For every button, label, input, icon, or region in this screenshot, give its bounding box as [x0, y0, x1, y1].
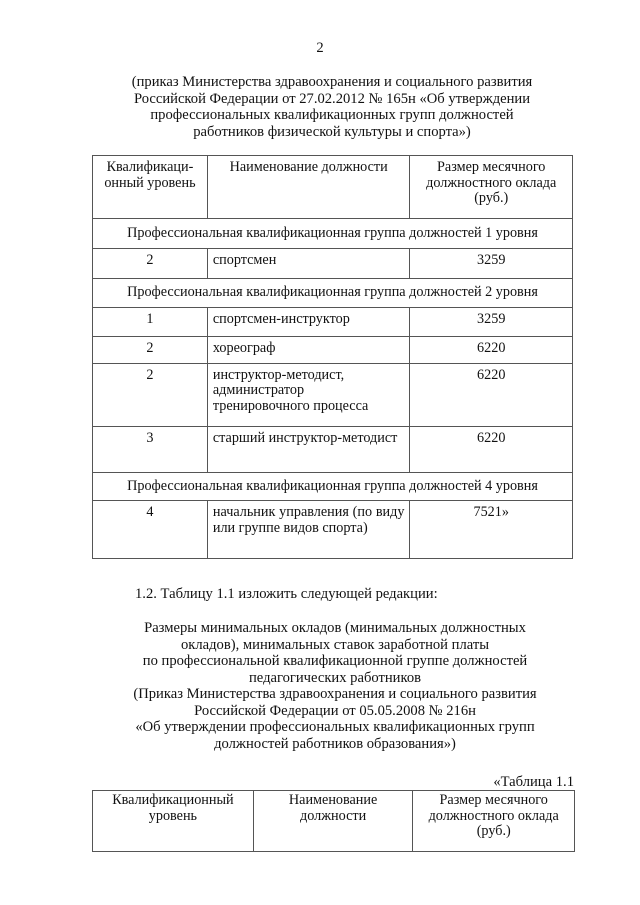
- cell-position: спортсмен-инструктор: [207, 307, 410, 336]
- table-row: [93, 307, 573, 336]
- table-row: [93, 249, 573, 279]
- header-position: Наименование должности: [207, 156, 410, 219]
- table-title: [90, 620, 580, 752]
- order-reference-line: Российской Федерации от 27.02.2012 № 165н «Об утверждении: [133, 90, 531, 107]
- header-level-line: онный уровень: [104, 174, 196, 191]
- header-salary-line: Размер месячного: [439, 792, 548, 808]
- cell-level: 3: [93, 426, 208, 472]
- cell-level: 4: [93, 501, 208, 559]
- group-row: [93, 472, 573, 501]
- header-salary-line: Размер месячного: [437, 159, 546, 175]
- group-title: Профессиональная квалификационная группа должностей 4 уровня: [93, 472, 573, 501]
- cell-position: старший инструктор-методист: [207, 426, 410, 472]
- header-level: [93, 156, 208, 219]
- table-title-line: по профессиональной квалификационной группе должностей: [142, 653, 528, 669]
- header-salary-line: должностного оклада: [428, 807, 559, 824]
- header-position: [253, 791, 413, 852]
- header-salary: [413, 791, 575, 852]
- cell-level: 1: [93, 307, 208, 336]
- cell-level: 2: [93, 363, 208, 426]
- cell-salary: 6220: [410, 426, 573, 472]
- header-salary: [410, 156, 573, 219]
- salary-table-education: [92, 790, 575, 852]
- header-level-line: уровень: [148, 807, 198, 824]
- header-salary-line: (руб.): [474, 190, 509, 206]
- header-position-line: Наименование: [288, 792, 378, 808]
- header-level: [93, 791, 254, 852]
- order-reference: [92, 74, 572, 140]
- table-title-line: педагогических работников: [248, 669, 422, 686]
- cell-salary: 3259: [410, 307, 573, 336]
- cell-salary: 6220: [410, 336, 573, 363]
- order-reference-line: (приказ Министерства здравоохранения и социального развития: [131, 74, 533, 90]
- table-title-line: должностей работников образования»): [214, 735, 456, 752]
- cell-level: 2: [93, 249, 208, 279]
- header-position-line: должности: [300, 807, 367, 824]
- table-title-line: «Об утверждении профессиональных квалификационных групп: [135, 719, 535, 735]
- salary-table-sports: [92, 155, 573, 559]
- cell-level: 2: [93, 336, 208, 363]
- table-title-line: окладов), минимальных ставок заработной платы: [180, 636, 490, 653]
- table-row: [93, 336, 573, 363]
- order-reference-line: работников физической культуры и спорта»): [193, 123, 471, 140]
- cell-position: хореограф: [207, 336, 410, 363]
- header-level-line: Квалификаци-: [106, 159, 194, 175]
- header-level-line: Квалификационный: [112, 792, 234, 808]
- cell-salary: 6220: [410, 363, 573, 426]
- table-title-line: Размеры минимальных окладов (минимальных должностных: [144, 620, 526, 636]
- table-row: [93, 426, 573, 472]
- table-title-line: Российской Федерации от 05.05.2008 № 216н: [194, 702, 476, 719]
- cell-salary: 3259: [410, 249, 573, 279]
- order-reference-line: профессиональных квалификационных групп должностей: [150, 107, 514, 123]
- cell-position: спортсмен: [207, 249, 410, 279]
- group-row: [93, 219, 573, 249]
- header-salary-line: должностного оклада: [426, 174, 557, 191]
- cell-position: инструктор-методист, администратор тренировочного процесса: [207, 363, 410, 426]
- paragraph-1-2: 1.2. Таблицу 1.1 изложить следующей редакции:: [135, 586, 438, 602]
- table-row: [93, 501, 573, 559]
- page-number: 2: [316, 40, 324, 56]
- table-title-line: (Приказ Министерства здравоохранения и социального развития: [133, 686, 537, 702]
- header-salary-line: (руб.): [476, 823, 511, 839]
- table-header-row: [93, 791, 575, 852]
- group-title: Профессиональная квалификационная группа должностей 2 уровня: [93, 279, 573, 308]
- table-label: «Таблица 1.1: [493, 774, 574, 790]
- cell-position: начальник управления (по виду или группе видов спорта): [207, 501, 410, 559]
- group-row: [93, 279, 573, 308]
- group-title: Профессиональная квалификационная группа должностей 1 уровня: [93, 219, 573, 249]
- table-row: [93, 363, 573, 426]
- cell-salary: 7521»: [410, 501, 573, 559]
- table-header-row: [93, 156, 573, 219]
